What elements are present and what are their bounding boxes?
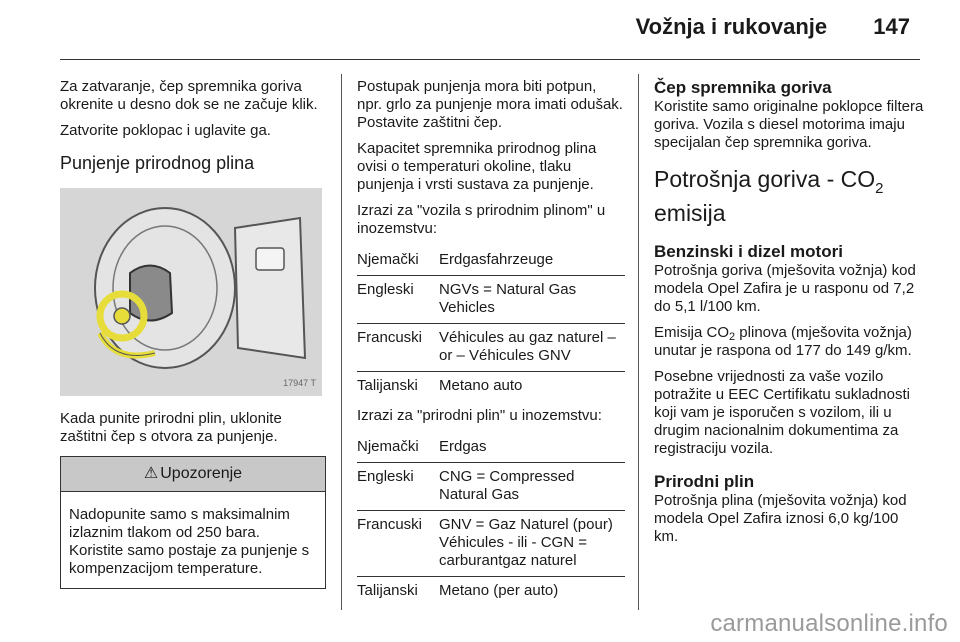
table-row [357,246,625,276]
watermark: carmanualsonline.info [710,610,948,637]
language-cell: Engleski [357,463,439,511]
warning-title: Upozorenje [160,465,243,482]
warning-triangle-icon: ⚠ [143,465,159,482]
consumption-heading: Potrošnja goriva - $CO_2$ emisija [654,166,884,226]
term-cell: Erdgasfahrzeuge [439,246,625,276]
remove-cap-paragraph: Kada punite prirodni plin, uklonite zaštitni čep s otvora za punjenje. [60,410,282,445]
header-rule [60,59,920,60]
warning-text: Nadopunite samo s maksimalnim izlaznim tlakom od 250 bara. Koristite samo postaje za punjenje s kompenzacijom temperature. [69,506,310,577]
column-divider-2 [638,74,639,610]
warning-box [60,456,326,589]
table-row [357,433,625,463]
gas-consumption-paragraph: Potrošnja plina (mješovita vožnja) kod modela Opel Zafira iznosi 6,0 kg/100 km. [654,492,907,545]
gas-terms-table [357,433,625,606]
gas-terms-intro: Izrazi za "prirodni plin" u inozemstvu: [357,407,602,424]
table-row [357,511,625,577]
natural-gas-heading: Prirodni plin [654,472,755,491]
language-cell: Njemački [357,246,439,276]
tank-capacity-paragraph: Kapacitet spremnika prirodnog plina ovisi o temperaturi okoline, tlaku punjenja i vrsti sustava za punjenje. [357,140,597,193]
fuel-consumption-paragraph: Potrošnja goriva (mješovita vožnja) kod modela Opel Zafira je u rasponu od 7,2 do 5,1 l/100 km. [654,262,916,315]
filling-procedure-paragraph: Postupak punjenja mora biti potpun, npr. grlo za punjenje mora imati odušak. Postavite zaštitni čep. [357,78,623,131]
column-divider-1 [341,74,342,610]
language-cell: Francuski [357,511,439,577]
vehicle-terms-intro: Izrazi za "vozila s prirodnim plinom" u inozemstvu: [357,202,606,237]
fuel-filler-drawing [60,188,322,396]
closing-cap-paragraph: Za zatvaranje, čep spremnika goriva okrenite u desno dok se ne začuje klik. [60,78,318,113]
fuel-cap-heading: Čep spremnika goriva [654,78,832,97]
figure-number: 17947 T [283,378,316,388]
language-cell: Francuski [357,324,439,372]
co2-emission-paragraph: Emisija $CO_2$ plinova (mješovita vožnja) unutar je raspona od 177 do 149 g/km. [654,324,912,359]
fuel-cap-paragraph: Koristite samo originalne poklopce filtera goriva. Vozila s diesel motorima imaju specijalan čep spremnika goriva. [654,98,924,151]
chapter-title: Vožnja i rukovanje [635,14,828,39]
table-row [357,324,625,372]
eec-certificate-paragraph: Posebne vrijednosti za vaše vozilo potražite u EEC Certifikatu sukladnosti koji vam je isporučen s vozilom, ili u drugim nacionalnim dokumentima za registraciju vozila. [654,368,910,457]
term-cell: Véhicules au gaz naturel – or – Véhicules GNV [439,324,625,372]
cng-filler-illustration [60,188,322,396]
language-cell: Talijanski [357,582,418,599]
term-cell: NGVs = Natural Gas Vehicles [439,276,625,324]
close-flap-paragraph: Zatvorite poklopac i uglavite ga. [60,122,271,139]
language-cell: Engleski [357,276,439,324]
page-header [636,14,910,40]
column-1 [60,78,326,589]
term-cell: Erdgas [439,433,625,463]
term-cell: Metano (per auto) [439,582,559,599]
table-row [357,372,625,402]
vehicle-terms-table [357,246,625,401]
table-row [357,463,625,511]
language-cell: Talijanski [357,377,418,394]
warning-header [61,457,325,492]
column-2 [357,78,625,612]
term-cell: Metano auto [439,377,523,394]
table-row [357,276,625,324]
petrol-diesel-heading: Benzinski i dizel motori [654,242,843,261]
section-heading-cng: Punjenje prirodnog plina [60,153,255,173]
table-row [357,577,625,607]
page-number: 147 [873,14,910,39]
column-3 [654,78,924,554]
language-cell: Njemački [357,433,439,463]
term-cell: GNV = Gaz Naturel (pour) Véhicules - ili - CGN = carburantgaz naturel [439,511,625,577]
term-cell: CNG = Compressed Natural Gas [439,463,625,511]
